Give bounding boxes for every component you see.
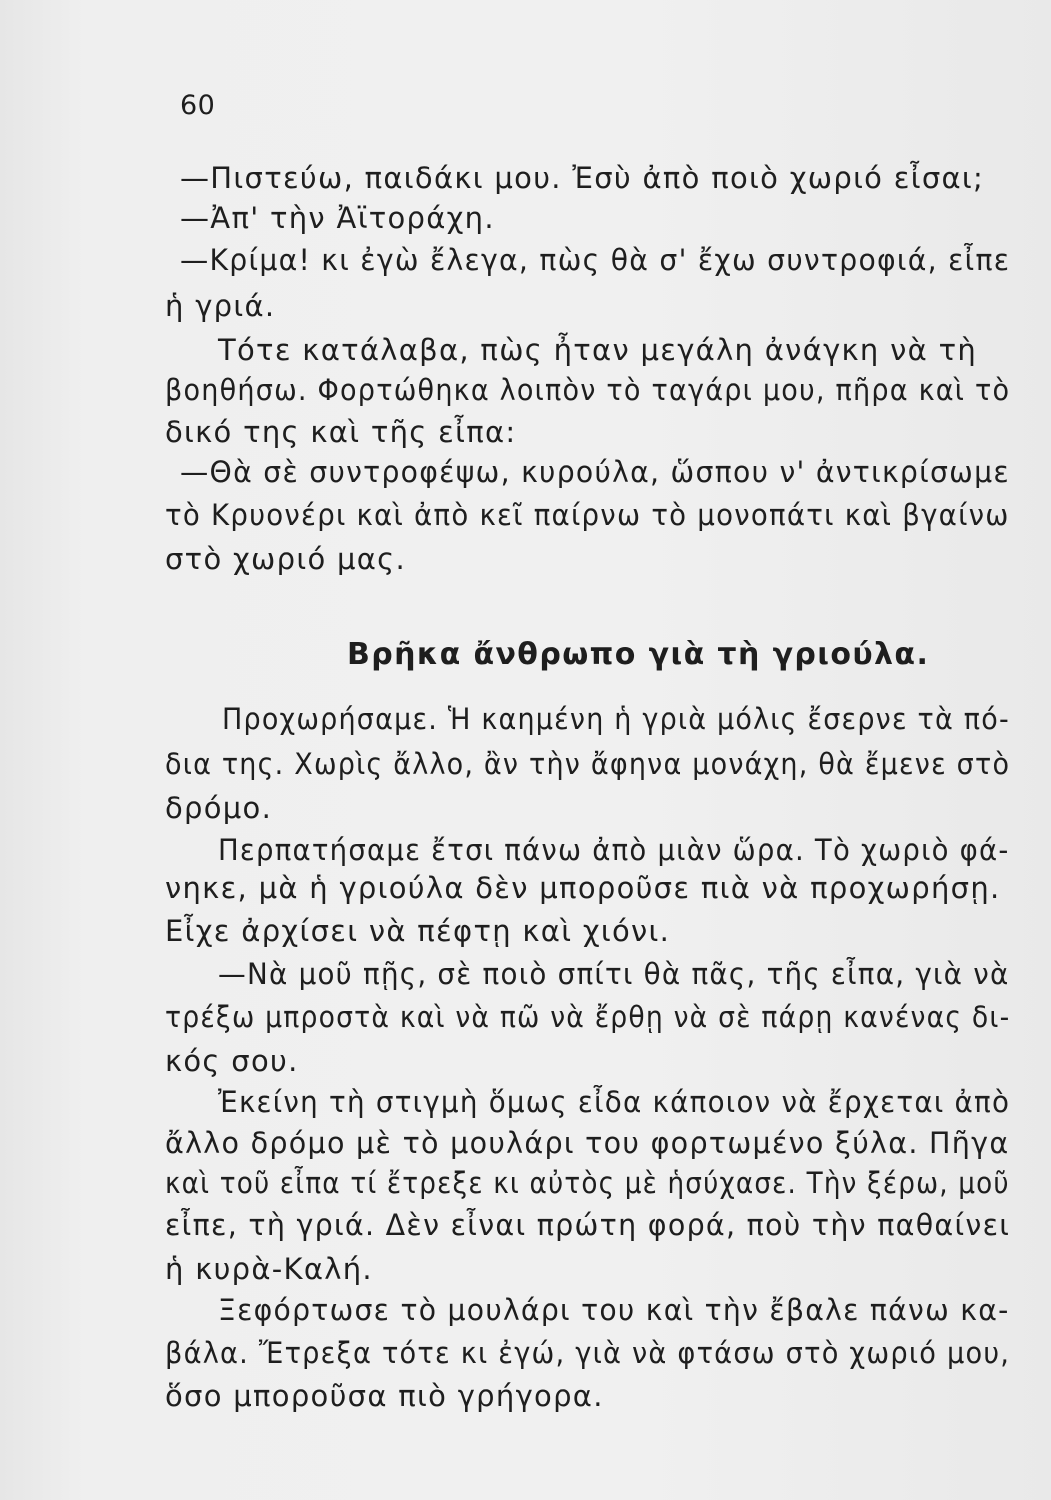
text-line: βοηθήσω. Φορτώθηκα λοιπὸν τὸ ταγάρι μου, πῆρα καὶ τὸ bbox=[165, 373, 1011, 407]
section-heading: Βρῆκα ἄνθρωπο γιὰ τὴ γριούλα. bbox=[347, 637, 930, 672]
page-number: 60 bbox=[180, 90, 216, 121]
text-line: —Νὰ μοῦ πῇς, σὲ ποιὸ σπίτι θὰ πᾶς, τῆς εἶπα, γιὰ νὰ bbox=[218, 957, 1010, 991]
text-line: στὸ χωριό μας. bbox=[165, 542, 407, 576]
text-line: ἄλλο δρόμο μὲ τὸ μουλάρι του φορτωμένο ξύλα. Πῆγα bbox=[165, 1126, 1010, 1160]
text-line: τρέξω μπροστὰ καὶ νὰ πῶ νὰ ἔρθῃ νὰ σὲ πάρῃ κανένας δι- bbox=[165, 1000, 1011, 1034]
text-line: ἡ γριά. bbox=[165, 289, 276, 323]
text-line: Περπατήσαμε ἔτσι πάνω ἀπὸ μιὰν ὥρα. Τὸ χωριὸ φά- bbox=[218, 833, 1010, 867]
text-line: Προχωρήσαμε. Ἡ καημένη ἡ γριὰ μόλις ἔσερνε τὰ πό- bbox=[222, 702, 1010, 736]
text-line: τὸ Κρυονέρι καὶ ἀπὸ κεῖ παίρνω τὸ μονοπάτι καὶ βγαίνω bbox=[165, 498, 1010, 532]
text-line: κός σου. bbox=[165, 1044, 299, 1078]
text-line: ἡ κυρὰ-Καλή. bbox=[165, 1252, 373, 1286]
text-line: νηκε, μὰ ἡ γριούλα δὲν μποροῦσε πιὰ νὰ προχωρήσῃ. bbox=[165, 871, 1001, 905]
text-line: εἶπε, τὴ γριά. Δὲν εἶναι πρώτη φορά, ποὺ τὴν παθαίνει bbox=[165, 1208, 1011, 1242]
text-line: —Κρίμα! κι ἐγὼ ἔλεγα, πὼς θὰ σ' ἔχω συντροφιά, εἶπε bbox=[180, 243, 1011, 277]
text-line: Ἐκείνη τὴ στιγμὴ ὅμως εἶδα κάποιον νὰ ἔρχεται ἀπὸ bbox=[218, 1085, 1011, 1119]
text-line: —Ἀπ' τὴν Ἀϊτοράχη. bbox=[180, 201, 495, 235]
text-line: ὅσο μποροῦσα πιὸ γρήγορα. bbox=[165, 1379, 604, 1413]
text-line: δρόμο. bbox=[165, 791, 273, 825]
text-line: δια της. Χωρὶς ἄλλο, ἂν τὴν ἄφηνα μονάχη, θὰ ἔμενε στὸ bbox=[165, 747, 1011, 781]
text-line: δικό της καὶ τῆς εἶπα: bbox=[165, 415, 517, 449]
text-line: Τότε κατάλαβα, πὼς ἦταν μεγάλη ἀνάγκη νὰ τὴ bbox=[218, 333, 978, 367]
text-line: Εἶχε ἀρχίσει νὰ πέφτῃ καὶ χιόνι. bbox=[165, 914, 671, 948]
text-line: βάλα. Ἔτρεξα τότε κι ἐγώ, γιὰ νὰ φτάσω στὸ χωριό μου, bbox=[165, 1336, 1011, 1370]
text-line: Ξεφόρτωσε τὸ μουλάρι του καὶ τὴν ἔβαλε πάνω κα- bbox=[218, 1293, 1010, 1327]
text-line: καὶ τοῦ εἶπα τί ἔτρεξε κι αὐτὸς μὲ ἡσύχασε. Τὴν ξέρω, μοῦ bbox=[165, 1166, 1010, 1200]
text-line: —Θὰ σὲ συντροφέψω, κυρούλα, ὥσπου ν' ἀντικρίσωμε bbox=[180, 455, 1010, 489]
text-line: —Πιστεύω, παιδάκι μου. Ἐσὺ ἀπὸ ποιὸ χωριό εἶσαι; bbox=[180, 161, 985, 195]
